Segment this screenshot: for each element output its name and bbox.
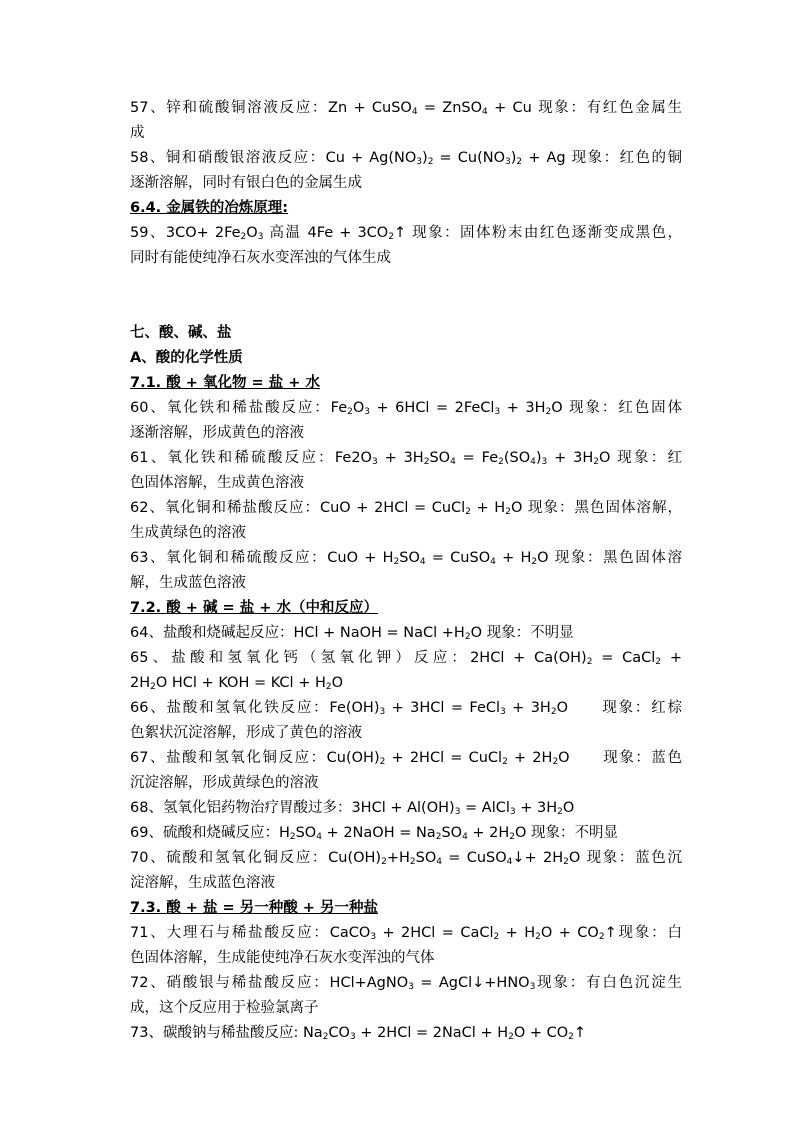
text: 60、氧化铁和稀盐酸反应：Fe xyxy=(130,400,348,416)
text: SO xyxy=(441,825,463,841)
text: 逐渐溶解，同时有银白色的金属生成 xyxy=(130,175,362,191)
text: O xyxy=(562,800,575,816)
subscript: 2 xyxy=(598,932,605,942)
reaction-72-line1 xyxy=(130,971,682,996)
subscript: 2 xyxy=(435,832,442,842)
text: O 现象：蓝色沉 xyxy=(568,850,682,866)
text: = ZnSO xyxy=(417,100,483,116)
text: 71、大理石与稀盐酸反应：CaCO xyxy=(130,925,371,941)
text: 65、盐酸和氢氧化钙（氢氧化钾）反应：2HCl + Ca(OH) xyxy=(130,650,587,666)
reaction-69-line1 xyxy=(130,821,682,846)
subscript: 3 xyxy=(500,707,506,717)
subscript: 3 xyxy=(364,407,371,417)
reaction-57-line2 xyxy=(130,121,682,146)
section-heading-7-2: 7.2. 酸 + 碱 = 盐 + 水（中和反应） xyxy=(130,600,378,616)
text: + 2HCl = CuCl xyxy=(385,750,503,766)
reaction-70-line2 xyxy=(130,871,682,896)
reaction-59-line1 xyxy=(130,221,682,246)
text: 57、锌和硫酸铜溶液反应：Zn + CuSO xyxy=(130,100,412,116)
subscript: 2 xyxy=(393,557,400,567)
subscript: 4 xyxy=(316,832,322,842)
reaction-73-line1 xyxy=(130,1021,682,1046)
chapter-heading-7: 七、酸、碱、盐 xyxy=(130,325,232,341)
reaction-63-line2 xyxy=(130,571,682,596)
text: 59、3CO+ 2Fe xyxy=(130,225,241,241)
document-body xyxy=(130,96,682,1046)
subscript: 3 xyxy=(504,157,511,167)
text: 色固体溶解，生成能使纯净石灰水变浑浊的气体 xyxy=(130,950,435,966)
text: ) xyxy=(422,150,428,166)
subscript: 4 xyxy=(530,457,536,467)
subscript: 3 xyxy=(509,807,516,817)
text: 成 xyxy=(130,125,145,141)
text: + 3H xyxy=(377,450,424,466)
text: O HCl + KOH = KCl + H xyxy=(155,675,326,691)
text: CO xyxy=(328,1025,350,1041)
reaction-62-line1 xyxy=(130,496,682,521)
subscript: 4 xyxy=(419,557,426,567)
text: SO xyxy=(415,850,437,866)
subscript: 2 xyxy=(150,682,156,692)
subscript: 2 xyxy=(427,157,434,167)
subscript: 2 xyxy=(240,232,247,242)
subscript: 2 xyxy=(464,632,471,642)
text: = Fe xyxy=(455,450,499,466)
reaction-72-line2 xyxy=(130,996,682,1021)
text: 2H xyxy=(130,675,151,691)
text: = CaCl xyxy=(592,650,656,666)
subscript: 2 xyxy=(493,932,500,942)
section-heading-a: A、酸的化学性质 xyxy=(130,350,243,366)
subscript: 2 xyxy=(381,857,387,867)
subscript: 2 xyxy=(563,857,569,867)
subscript: 2 xyxy=(545,407,552,417)
text: ↑ 现象：固体粉末由红色逐渐变成黑色， xyxy=(393,225,683,241)
subscript: 3 xyxy=(529,982,536,992)
text: O 现象：不明显 xyxy=(470,625,574,641)
text: 68、氢氧化铝药物治疗胃酸过多：3HCl + Al(OH) xyxy=(130,800,455,816)
text: + 2NaOH = Na xyxy=(321,825,436,841)
subscript: 2 xyxy=(535,932,541,942)
subscript: 2 xyxy=(568,1032,574,1042)
subscript: 2 xyxy=(509,832,516,842)
subscript: 2 xyxy=(388,232,394,242)
subscript: 2 xyxy=(508,1032,514,1042)
subscript: 3 xyxy=(370,932,377,942)
text: SO xyxy=(295,825,317,841)
text: 58、铜和硝酸银溶液反应：Cu + Ag(NO xyxy=(130,150,417,166)
subscript: 2 xyxy=(655,657,662,667)
section-heading-7-1: 7.1. 酸 + 氧化物 = 盐 + 水 xyxy=(130,375,320,391)
text: + 2H xyxy=(467,825,510,841)
subscript: 2 xyxy=(550,707,557,717)
text: + 2H xyxy=(507,750,553,766)
reaction-71-line2 xyxy=(130,946,682,971)
text: 沉淀溶解，形成黄绿色的溶液 xyxy=(130,775,319,791)
text: (SO xyxy=(503,450,531,466)
subscript: 2 xyxy=(557,807,563,817)
text: 63、氧化铜和稀硫酸反应：CuO + H xyxy=(130,550,394,566)
text: 73、碳酸钠与稀盐酸反应: Na xyxy=(130,1025,323,1041)
text: + 3H xyxy=(505,700,551,716)
text: 色絮状沉淀溶解，形成了黄色的溶液 xyxy=(130,725,362,741)
text: O 现象：黑色固体溶解， xyxy=(510,500,682,516)
text: ) xyxy=(510,150,517,166)
subscript: 2 xyxy=(409,857,416,867)
reaction-64-line1 xyxy=(130,621,682,646)
reaction-66-line2 xyxy=(130,721,682,746)
text: O 现象：红 xyxy=(599,450,682,466)
subscript: 4 xyxy=(436,857,442,867)
text: = CuSO xyxy=(441,850,507,866)
text: 色固体溶解，生成黄色溶液 xyxy=(130,475,304,491)
subscript: 2 xyxy=(516,157,523,167)
subscript: 2 xyxy=(289,832,296,842)
reaction-60-line2 xyxy=(130,421,682,446)
text: = CuSO xyxy=(425,550,491,566)
text: + 3H xyxy=(547,450,594,466)
text: 67、盐酸和氢氧化铜反应：Cu(OH) xyxy=(130,750,380,766)
reaction-60-line1 xyxy=(130,396,682,421)
text: + 3H xyxy=(515,800,558,816)
subscript: 3 xyxy=(494,407,501,417)
text: ) xyxy=(535,450,542,466)
subscript: 2 xyxy=(505,507,511,517)
subscript: 4 xyxy=(506,857,513,867)
text: 61、氧化铁和稀硫酸反应：Fe2O xyxy=(130,450,372,466)
reaction-70-line1 xyxy=(130,846,682,871)
text: 淀溶解，生成蓝色溶液 xyxy=(130,875,275,891)
reaction-61-line2 xyxy=(130,471,682,496)
subscript: 2 xyxy=(465,507,471,517)
reaction-65-line1 xyxy=(130,646,682,671)
text: O 现象：黑色固体溶 xyxy=(537,550,682,566)
subscript: 4 xyxy=(450,457,456,467)
text: 70、硫酸和氢氧化铜反应：Cu(OH) xyxy=(130,850,382,866)
text: + 3HCl = FeCl xyxy=(385,700,501,716)
text: O 现象：蓝色 xyxy=(558,750,682,766)
subscript: 2 xyxy=(586,657,593,667)
subscript: 2 xyxy=(502,757,508,767)
section-heading-6-4: 6.4. 金属铁的冶炼原理: xyxy=(130,200,289,216)
text: ↑ xyxy=(573,1025,587,1041)
text: 同时有能使纯净石灰水变浑浊的气体生成 xyxy=(130,250,391,266)
spacer xyxy=(130,271,682,321)
subscript: 4 xyxy=(490,557,496,567)
text: 逐渐溶解，形成黄色的溶液 xyxy=(130,425,304,441)
text: 解，生成蓝色溶液 xyxy=(130,575,246,591)
text: + xyxy=(661,650,683,666)
text: + 2HCl = CaCl xyxy=(376,925,494,941)
text: + 3H xyxy=(500,400,546,416)
subscript: 3 xyxy=(541,457,548,467)
text: ↓+ 2H xyxy=(512,850,564,866)
subscript: 2 xyxy=(593,457,599,467)
reaction-67-line1 xyxy=(130,746,682,771)
subscript: 3 xyxy=(408,982,414,992)
subscript: 2 xyxy=(322,1032,329,1042)
subscript: 2 xyxy=(423,457,430,467)
reaction-68-line1 xyxy=(130,796,682,821)
reaction-57-line1 xyxy=(130,96,682,121)
subscript: 2 xyxy=(325,682,332,692)
text: = AgCl↓+HNO xyxy=(413,975,530,991)
text: SO xyxy=(429,450,451,466)
reaction-67-line2 xyxy=(130,771,682,796)
section-heading-7-3: 7.3. 酸 + 盐 = 另一种酸 + 另一种盐 xyxy=(130,900,378,916)
text: 64、盐酸和烧碱起反应：HCl + NaOH = NaCl +H xyxy=(130,625,465,641)
text: 现象：有白色沉淀生 xyxy=(535,975,683,991)
text: O + CO xyxy=(513,1025,569,1041)
reaction-61-line1 xyxy=(130,446,682,471)
text: = Cu(NO xyxy=(433,150,505,166)
subscript: 3 xyxy=(379,707,386,717)
text: O + CO xyxy=(540,925,599,941)
text: 62、氧化铜和稀盐酸反应：CuO + 2HCl = CuCl xyxy=(130,500,466,516)
text: + H xyxy=(495,550,532,566)
subscript: 4 xyxy=(482,107,488,117)
reaction-71-line1 xyxy=(130,921,682,946)
text: +H xyxy=(386,850,410,866)
text: 生成黄绿色的溶液 xyxy=(130,525,246,541)
subscript: 2 xyxy=(498,457,504,467)
text: O xyxy=(352,400,365,416)
text: O 现象：不明显 xyxy=(515,825,619,841)
text: 高温 4Fe + 3CO xyxy=(263,225,389,241)
subscript: 3 xyxy=(257,232,264,242)
reaction-65-line2 xyxy=(130,671,682,696)
text: + 6HCl = 2FeCl xyxy=(370,400,495,416)
reaction-62-line2 xyxy=(130,521,682,546)
text: + 2HCl = 2NaCl + H xyxy=(355,1025,509,1041)
subscript: 4 xyxy=(411,107,418,117)
text: + H xyxy=(470,500,506,516)
subscript: 4 xyxy=(462,832,468,842)
text: 72、硝酸银与稀盐酸反应：HCl+AgNO xyxy=(130,975,409,991)
subscript: 3 xyxy=(416,157,423,167)
subscript: 2 xyxy=(552,757,559,767)
text: 66、盐酸和氢氧化铁反应：Fe(OH) xyxy=(130,700,380,716)
text: O xyxy=(246,225,258,241)
subscript: 2 xyxy=(531,557,538,567)
text: + H xyxy=(499,925,536,941)
subscript: 3 xyxy=(349,1032,356,1042)
text: 69、硫酸和烧碱反应：H xyxy=(130,825,290,841)
text: O 现象：红棕 xyxy=(556,700,682,716)
text: + Ag 现象：红色的铜 xyxy=(522,150,682,166)
text: 成，这个反应用于检验氯离子 xyxy=(130,1000,319,1016)
reaction-58-line2 xyxy=(130,171,682,196)
subscript: 3 xyxy=(454,807,461,817)
reaction-58-line1 xyxy=(130,146,682,171)
subscript: 2 xyxy=(347,407,353,417)
reaction-63-line1 xyxy=(130,546,682,571)
reaction-66-line1 xyxy=(130,696,682,721)
reaction-59-line2 xyxy=(130,246,682,271)
subscript: 2 xyxy=(379,757,386,767)
text: + Cu 现象：有红色金属生 xyxy=(487,100,683,116)
subscript: 3 xyxy=(371,457,378,467)
text: = AlCl xyxy=(460,800,510,816)
text: O xyxy=(331,675,344,691)
text: ↑现象：白 xyxy=(604,925,682,941)
text: O 现象：红色固体 xyxy=(551,400,683,416)
text: SO xyxy=(399,550,420,566)
